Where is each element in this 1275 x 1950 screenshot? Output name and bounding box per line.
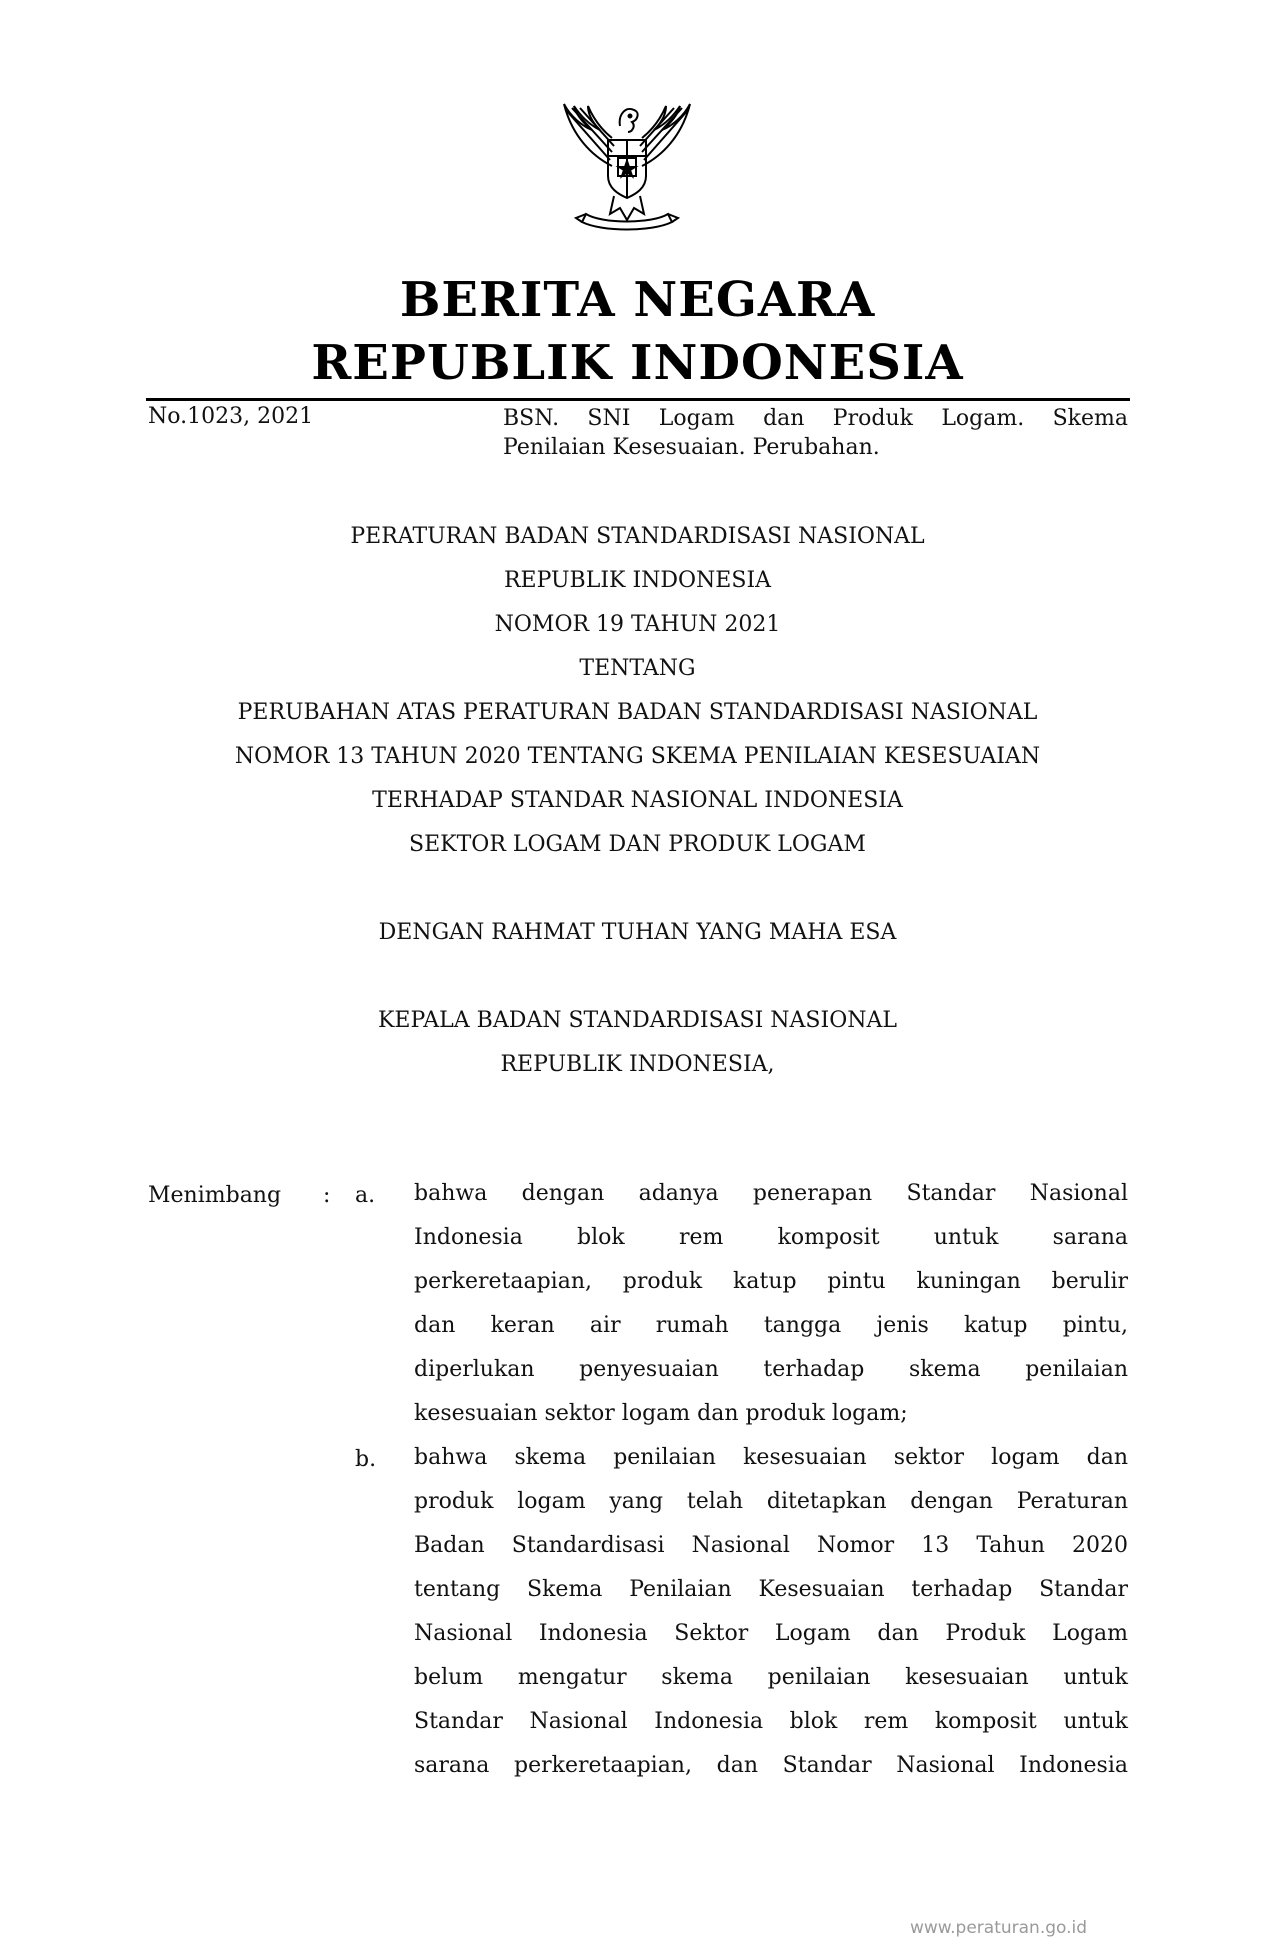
- item-line: belum mengatur skema penilaian kesesuaian untuk: [414, 1665, 1128, 1690]
- official-title: KEPALA BADAN STANDARDISASI NASIONAL: [378, 1008, 897, 1033]
- consideration-item-a: [414, 1172, 1128, 1436]
- subject-line: BSN. SNI Logam dan Produk Logam. Skema: [503, 406, 1128, 431]
- masthead-subtitle: REPUBLIK INDONESIA: [311, 335, 964, 391]
- official-title: REPUBLIK INDONESIA,: [500, 1052, 775, 1077]
- item-line: Badan Standardisasi Nasional Nomor 13 Tahun 2020: [414, 1533, 1128, 1558]
- title-line: NOMOR 13 TAHUN 2020 TENTANG SKEMA PENILAIAN KESESUAIAN: [234, 744, 1041, 769]
- item-line: Nasional Indonesia Sektor Logam dan Produk Logam: [414, 1621, 1128, 1646]
- title-line: PERATURAN BADAN STANDARDISASI NASIONAL: [350, 524, 925, 549]
- item-line: bahwa skema penilaian kesesuaian sektor logam dan: [414, 1445, 1128, 1470]
- item-line: perkeretaapian, produk katup pintu kuningan berulir: [414, 1269, 1128, 1294]
- invocation: DENGAN RAHMAT TUHAN YANG MAHA ESA: [378, 920, 897, 945]
- title-line: PERUBAHAN ATAS PERATURAN BADAN STANDARDISASI NASIONAL: [237, 700, 1038, 725]
- masthead-divider: [146, 398, 1130, 401]
- edition-subject: [503, 404, 1128, 462]
- item-line: diperlukan penyesuaian terhadap skema penilaian: [414, 1357, 1128, 1382]
- title-line: NOMOR 19 TAHUN 2021: [494, 612, 781, 637]
- item-line: dan keran air rumah tangga jenis katup pintu,: [414, 1313, 1128, 1338]
- garuda-emblem-icon: [552, 96, 702, 246]
- considerations-colon: :: [323, 1183, 331, 1208]
- title-line: SEKTOR LOGAM DAN PRODUK LOGAM: [409, 832, 866, 857]
- item-line: sarana perkeretaapian, dan Standar Nasional Indonesia: [414, 1753, 1128, 1778]
- title-line: REPUBLIK INDONESIA: [503, 568, 772, 593]
- subject-line: Penilaian Kesesuaian. Perubahan.: [503, 435, 880, 460]
- footer-url[interactable]: www.peraturan.go.id: [910, 1918, 1088, 1938]
- item-line: bahwa dengan adanya penerapan Standar Nasional: [414, 1181, 1128, 1206]
- item-letter: a.: [355, 1183, 376, 1208]
- item-line: kesesuaian sektor logam dan produk logam;: [414, 1401, 908, 1426]
- consideration-item-b: [414, 1436, 1128, 1788]
- item-letter: b.: [355, 1447, 377, 1472]
- item-line: Standar Nasional Indonesia blok rem komposit untuk: [414, 1709, 1128, 1734]
- masthead-title: BERITA NEGARA: [399, 272, 876, 328]
- edition-number: No.1023, 2021: [148, 404, 314, 429]
- item-line: produk logam yang telah ditetapkan dengan Peraturan: [414, 1489, 1128, 1514]
- title-line: TENTANG: [579, 656, 696, 681]
- title-line: TERHADAP STANDAR NASIONAL INDONESIA: [372, 788, 903, 813]
- item-line: Indonesia blok rem komposit untuk sarana: [414, 1225, 1128, 1250]
- considerations-label: Menimbang: [148, 1183, 282, 1208]
- item-line: tentang Skema Penilaian Kesesuaian terhadap Standar: [414, 1577, 1128, 1602]
